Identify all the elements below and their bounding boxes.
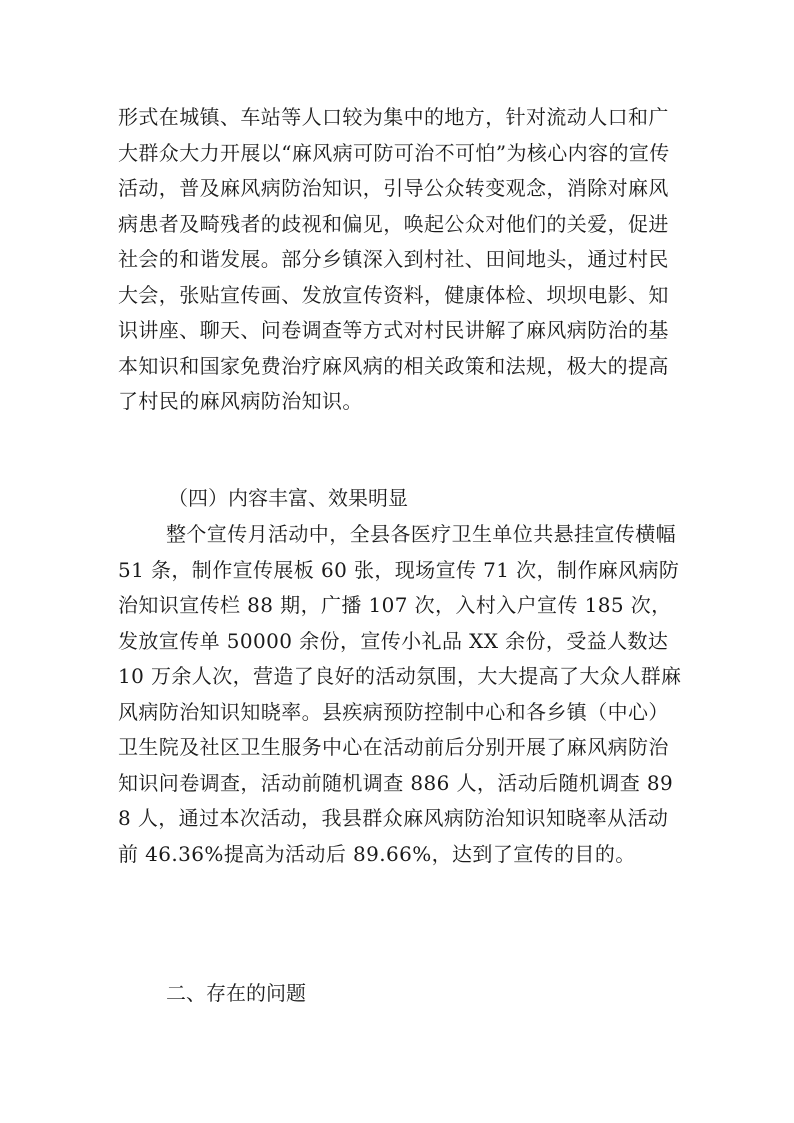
section-heading-content-rich: （四）内容丰富、效果明显 — [168, 486, 408, 510]
body-paragraph-1: 形式在城镇、车站等人口较为集中的地方，针对流动人口和广大群众大力开展以“麻风病可防可治不可怕”为核心内容的宣传活动，普及麻风病防治知识，引导公众转变观念，消除对麻风病患者及畸残者的歧视和偏见，唤起公众对他们的关爱，促进社会的和谐发展。部分乡镇深入到村社、田间地头，通过村民大会，张贴宣传画、发放宣传资料，健康体检、坝坝电影、知识讲座、聊天、问卷调查等方式对村民讲解了麻风病防治的基本知识和国家免费治疗麻风病的相关政策和法规，极大的提高了村民的麻风病防治知识。 — [118, 105, 670, 413]
section-heading-existing-problems: 二、存在的问题 — [166, 981, 306, 1005]
body-paragraph-2: 整个宣传月活动中，全县各医疗卫生单位共悬挂宣传横幅 51 条，制作宣传展板 60 张，现场宣传 71 次，制作麻风病防治知识宣传栏 88 期，广播 107 次，入村入户宣传 185 次，发放宣传单 50000 余份，宣传小礼品 XX 余份，受益人数达 10 万余人次，营造了良好的活动氛围，大大提高了大众人群麻风病防治知识知晓率。县疾病预防控制中心和各乡镇（中心）卫生院及社区卫生服务中心在活动前后分别开展了麻风病防治知识问卷调查，活动前随机调查 886 人，活动后随机调查 898 人，通过本次活动，我县群众麻风病防治知识知晓率从活动前 46.36%提高为活动后 89.66%，达到了宣传的目的。 — [118, 522, 682, 866]
